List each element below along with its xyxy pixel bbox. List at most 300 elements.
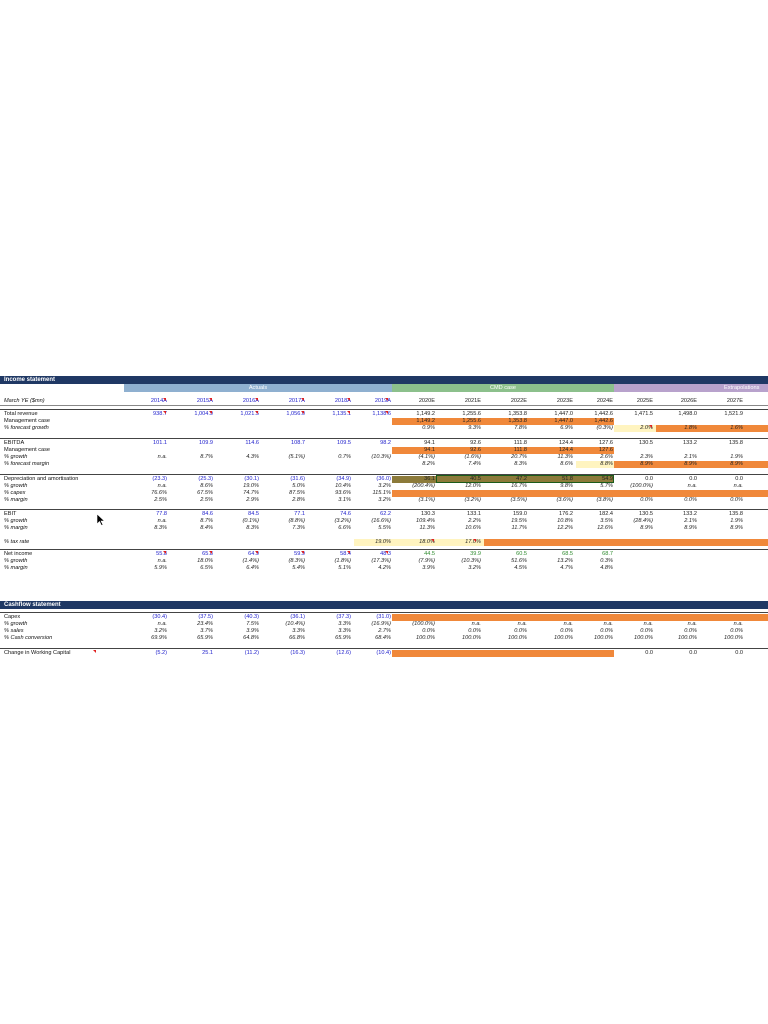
- cell-cash-conversion-0[interactable]: 69.9%: [151, 635, 167, 641]
- cell-capex-0[interactable]: (30.4): [152, 614, 167, 620]
- cell-da-growth-2[interactable]: 19.0%: [243, 483, 259, 489]
- cell-ebit-10[interactable]: 182.4: [599, 511, 613, 517]
- cell-cash-conversion-7[interactable]: 100.0%: [462, 635, 481, 641]
- cell-capex-sales-0[interactable]: 3.2%: [154, 628, 167, 634]
- cell-ebitda-growth-0[interactable]: n.a.: [157, 454, 167, 460]
- cell-ebitda-growth-4[interactable]: 0.7%: [338, 454, 351, 460]
- header-year-2016A[interactable]: 2016A: [242, 398, 259, 404]
- fill-wc-forecast: [392, 650, 614, 657]
- row-label-forecast-growth: % forecast growth: [4, 425, 49, 431]
- cell-capex-3[interactable]: (36.1): [290, 614, 305, 620]
- cell-tax-rate-7[interactable]: 17.0%: [465, 539, 481, 545]
- cell-da-margin-3[interactable]: 2.8%: [292, 497, 305, 503]
- cell-total-revenue-3[interactable]: 1,056.0: [286, 411, 305, 417]
- row-divider: [0, 474, 768, 475]
- cell-ebitda-mgmt-6[interactable]: 94.1: [424, 447, 435, 453]
- cell-ni-growth-10[interactable]: 0.3%: [600, 558, 613, 564]
- cell-ebit-growth-10[interactable]: 3.5%: [600, 518, 613, 524]
- cell-da-capex-0[interactable]: 76.6%: [151, 490, 167, 496]
- cell-da-margin-9[interactable]: (3.6%): [556, 497, 573, 503]
- cell-ni-growth-6[interactable]: (7.9%): [418, 558, 435, 564]
- row-label-da-margin: % margin: [4, 497, 28, 503]
- cell-total-revenue-8[interactable]: 1,353.8: [508, 411, 527, 417]
- cell-da-2[interactable]: (30.1): [244, 476, 259, 482]
- cell-capex-sales-12[interactable]: 0.0%: [684, 628, 697, 634]
- cell-ebit-5[interactable]: 62.2: [380, 511, 391, 517]
- cell-wc-change-3[interactable]: (16.3): [290, 650, 305, 656]
- cell-cash-conversion-10[interactable]: 100.0%: [594, 635, 613, 641]
- cell-ebit-growth-9[interactable]: 10.8%: [557, 518, 573, 524]
- cell-ni-growth-1[interactable]: 18.0%: [197, 558, 213, 564]
- cell-ebit-margin-5[interactable]: 5.5%: [378, 525, 391, 531]
- comment-flag-icon: [347, 398, 350, 401]
- cell-net-income-9[interactable]: 68.5: [562, 551, 573, 557]
- cell-da-6[interactable]: 36.1: [424, 476, 435, 482]
- cell-da-capex-3[interactable]: 87.5%: [289, 490, 305, 496]
- cell-ebit-margin-13[interactable]: 8.9%: [730, 525, 743, 531]
- cell-da-7[interactable]: 40.5: [470, 476, 481, 482]
- header-year-2018A[interactable]: 2018A: [334, 398, 351, 404]
- cell-da-growth-0[interactable]: n.a.: [157, 483, 167, 489]
- cell-capex-sales-6[interactable]: 0.0%: [422, 628, 435, 634]
- cell-capex-sales-1[interactable]: 3.7%: [200, 628, 213, 634]
- row-label-capex-growth: % growth: [4, 621, 28, 627]
- cell-total-revenue-13[interactable]: 1,521.9: [724, 411, 743, 417]
- cell-ebit-12[interactable]: 133.2: [683, 511, 697, 517]
- cell-ebit-margin-6[interactable]: 11.3%: [419, 525, 435, 531]
- cell-capex-growth-1[interactable]: 23.4%: [197, 621, 213, 627]
- cell-cash-conversion-8[interactable]: 100.0%: [508, 635, 527, 641]
- cell-da-capex-5[interactable]: 115.1%: [372, 490, 391, 496]
- cell-ebit-growth-4[interactable]: (3.2%): [334, 518, 351, 524]
- cell-wc-change-12[interactable]: 0.0: [689, 650, 697, 656]
- cell-ebitda-margin-12[interactable]: 8.9%: [684, 461, 697, 467]
- cell-da-growth-5[interactable]: 3.2%: [378, 483, 391, 489]
- cell-ni-margin-0[interactable]: 5.9%: [154, 565, 167, 571]
- cell-ebitda-0[interactable]: 101.1: [153, 440, 167, 446]
- row-label-ebitda-mgmt: Management case: [4, 447, 51, 453]
- cell-net-income-4[interactable]: 58.4: [340, 551, 351, 557]
- row-label-ebit: EBIT: [4, 511, 17, 517]
- cell-ebitda-13[interactable]: 135.8: [729, 440, 743, 446]
- cell-ni-margin-10[interactable]: 4.8%: [600, 565, 613, 571]
- cell-ebit-margin-8[interactable]: 11.7%: [511, 525, 527, 531]
- cell-cash-conversion-13[interactable]: 100.0%: [724, 635, 743, 641]
- cell-ebitda-10[interactable]: 127.6: [599, 440, 613, 446]
- cell-ebitda-growth-12[interactable]: 2.1%: [684, 454, 697, 460]
- cell-cash-conversion-4[interactable]: 65.9%: [335, 635, 351, 641]
- cell-total-revenue-11[interactable]: 1,471.5: [634, 411, 653, 417]
- cell-ebitda-growth-1[interactable]: 8.7%: [200, 454, 213, 460]
- cell-capex-growth-10[interactable]: n.a.: [603, 621, 613, 627]
- row-label-ebitda: EBITDA: [4, 440, 25, 446]
- cell-da-growth-7[interactable]: 12.0%: [465, 483, 481, 489]
- header-year-2022E[interactable]: 2022E: [510, 398, 527, 404]
- cell-ebit-growth-8[interactable]: 19.5%: [511, 518, 527, 524]
- cell-ebit-6[interactable]: 130.3: [421, 511, 435, 517]
- cell-ebitda-margin-9[interactable]: 8.6%: [560, 461, 573, 467]
- cell-ebit-9[interactable]: 176.2: [559, 511, 573, 517]
- row-label-da-growth: % growth: [4, 483, 28, 489]
- cell-da-growth-6[interactable]: (200.4%): [412, 483, 435, 489]
- row-label-da-capex: % capex: [4, 490, 26, 496]
- cell-capex-sales-13[interactable]: 0.0%: [730, 628, 743, 634]
- cell-ebit-margin-0[interactable]: 8.3%: [154, 525, 167, 531]
- cell-management-case-6[interactable]: 1,149.2: [416, 418, 435, 424]
- cell-da-margin-8[interactable]: (3.5%): [510, 497, 527, 503]
- cell-da-growth-3[interactable]: 5.0%: [292, 483, 305, 489]
- cell-total-revenue-2[interactable]: 1,021.5: [240, 411, 259, 417]
- cell-capex-sales-10[interactable]: 0.0%: [600, 628, 613, 634]
- cell-da-growth-9[interactable]: 9.8%: [560, 483, 573, 489]
- cell-ebit-growth-3[interactable]: (8.8%): [288, 518, 305, 524]
- cell-wc-change-13[interactable]: 0.0: [735, 650, 743, 656]
- comment-flag-icon: [347, 551, 350, 554]
- cell-ebit-margin-10[interactable]: 12.6%: [597, 525, 613, 531]
- cell-total-revenue-9[interactable]: 1,447.0: [554, 411, 573, 417]
- cell-da-growth-13[interactable]: n.a.: [733, 483, 743, 489]
- cell-tax-rate-5[interactable]: 19.0%: [375, 539, 391, 545]
- cell-wc-change-4[interactable]: (12.6): [336, 650, 351, 656]
- cell-management-case-8[interactable]: 1,353.8: [508, 418, 527, 424]
- header-year-2019A[interactable]: 2019A: [374, 398, 391, 404]
- cell-da-growth-4[interactable]: 10.4%: [335, 483, 351, 489]
- cell-ebit-margin-11[interactable]: 8.9%: [640, 525, 653, 531]
- cell-ebitda-growth-6[interactable]: (4.1%): [418, 454, 435, 460]
- header-year-2027E[interactable]: 2027E: [726, 398, 743, 404]
- row-divider: [0, 438, 768, 439]
- cell-capex-1[interactable]: (37.5): [198, 614, 213, 620]
- cell-da-capex-2[interactable]: 74.7%: [243, 490, 259, 496]
- cell-capex-growth-4[interactable]: 3.3%: [338, 621, 351, 627]
- cell-cash-conversion-5[interactable]: 68.4%: [375, 635, 391, 641]
- cell-ebitda-growth-13[interactable]: 1.9%: [730, 454, 743, 460]
- cell-ebit-1[interactable]: 84.6: [202, 511, 213, 517]
- cell-ebit-growth-2[interactable]: (0.1%): [242, 518, 259, 524]
- cell-da-growth-1[interactable]: 8.6%: [200, 483, 213, 489]
- cell-da-11[interactable]: 0.0: [645, 476, 653, 482]
- header-year-2020E[interactable]: 2020E: [418, 398, 435, 404]
- cell-ebitda-growth-9[interactable]: 11.3%: [557, 454, 573, 460]
- cell-ni-growth-4[interactable]: (1.8%): [334, 558, 351, 564]
- cell-capex-sales-9[interactable]: 0.0%: [560, 628, 573, 634]
- cell-ebitda-3[interactable]: 108.7: [291, 440, 305, 446]
- cell-ni-margin-2[interactable]: 6.4%: [246, 565, 259, 571]
- cell-ebitda-9[interactable]: 124.4: [559, 440, 573, 446]
- cell-ni-margin-1[interactable]: 6.5%: [200, 565, 213, 571]
- cell-forecast-growth-7[interactable]: 9.3%: [468, 425, 481, 431]
- cell-da-margin-11[interactable]: 0.0%: [640, 497, 653, 503]
- cell-wc-change-1[interactable]: 25.1: [202, 650, 213, 656]
- cell-ebitda-growth-3[interactable]: (5.1%): [288, 454, 305, 460]
- cell-ebitda-mgmt-10[interactable]: 127.6: [599, 447, 613, 453]
- row-label-ebitda-margin: % forecast margin: [4, 461, 50, 467]
- cell-da-growth-11[interactable]: (100.0%): [630, 483, 653, 489]
- cell-total-revenue-1[interactable]: 1,004.9: [194, 411, 213, 417]
- cell-ebitda-mgmt-8[interactable]: 111.8: [513, 447, 527, 453]
- cell-capex-growth-9[interactable]: n.a.: [563, 621, 573, 627]
- cell-ebit-8[interactable]: 159.0: [513, 511, 527, 517]
- cell-ebitda-margin-6[interactable]: 8.2%: [422, 461, 435, 467]
- cell-capex-growth-0[interactable]: n.a.: [157, 621, 167, 627]
- header-year-2024E[interactable]: 2024E: [596, 398, 613, 404]
- cell-capex-growth-2[interactable]: 7.5%: [246, 621, 259, 627]
- cell-capex-growth-12[interactable]: n.a.: [687, 621, 697, 627]
- cell-ebit-4[interactable]: 74.6: [340, 511, 351, 517]
- row-divider: [0, 509, 768, 510]
- header-year-2025E[interactable]: 2025E: [636, 398, 653, 404]
- cell-ebitda-growth-8[interactable]: 20.7%: [511, 454, 527, 460]
- cell-capex-sales-8[interactable]: 0.0%: [514, 628, 527, 634]
- cell-da-12[interactable]: 0.0: [689, 476, 697, 482]
- cell-capex-2[interactable]: (40.3): [244, 614, 259, 620]
- comment-flag-icon: [649, 425, 652, 428]
- band-cmd-case: CMD case: [392, 384, 614, 392]
- cell-da-margin-4[interactable]: 3.1%: [338, 497, 351, 503]
- cell-ebit-growth-7[interactable]: 2.2%: [468, 518, 481, 524]
- cell-wc-change-2[interactable]: (11.2): [244, 650, 259, 656]
- cell-forecast-growth-9[interactable]: 6.9%: [560, 425, 573, 431]
- cell-da-4[interactable]: (34.9): [336, 476, 351, 482]
- cell-da-growth-8[interactable]: 16.7%: [511, 483, 527, 489]
- cell-ebitda-mgmt-7[interactable]: 92.6: [470, 447, 481, 453]
- cell-ebit-growth-12[interactable]: 2.1%: [684, 518, 697, 524]
- cell-cash-conversion-3[interactable]: 66.8%: [289, 635, 305, 641]
- cell-total-revenue-6[interactable]: 1,149.2: [416, 411, 435, 417]
- cell-ebitda-growth-11[interactable]: 2.3%: [640, 454, 653, 460]
- header-year-2021E[interactable]: 2021E: [464, 398, 481, 404]
- cell-da-growth-12[interactable]: n.a.: [687, 483, 697, 489]
- cell-ebitda-margin-10[interactable]: 8.8%: [600, 461, 613, 467]
- cell-ebit-0[interactable]: 77.8: [156, 511, 167, 517]
- cell-capex-4[interactable]: (37.3): [336, 614, 351, 620]
- cell-ebitda-2[interactable]: 114.6: [245, 440, 259, 446]
- cell-forecast-growth-6[interactable]: 0.9%: [422, 425, 435, 431]
- cell-da-0[interactable]: (23.3): [152, 476, 167, 482]
- cell-total-revenue-5[interactable]: 1,138.6: [372, 411, 391, 417]
- cell-ebit-growth-11[interactable]: (28.4%): [633, 518, 653, 524]
- cell-da-margin-6[interactable]: (3.1%): [418, 497, 435, 503]
- section-income-statement: Income statement: [0, 376, 768, 384]
- cell-da-growth-10[interactable]: 5.7%: [600, 483, 613, 489]
- cell-ebit-3[interactable]: 77.1: [294, 511, 305, 517]
- row-label-ebitda-growth: % growth: [4, 454, 28, 460]
- cell-ni-margin-8[interactable]: 4.5%: [514, 565, 527, 571]
- comment-flag-icon: [255, 551, 258, 554]
- cell-capex-growth-6[interactable]: (100.0%): [412, 621, 435, 627]
- cell-da-margin-12[interactable]: 0.0%: [684, 497, 697, 503]
- cell-ebitda-11[interactable]: 130.5: [639, 440, 653, 446]
- cell-capex-sales-3[interactable]: 3.3%: [292, 628, 305, 634]
- cell-ebitda-growth-5[interactable]: (10.3%): [371, 454, 391, 460]
- cell-wc-change-11[interactable]: 0.0: [645, 650, 653, 656]
- cell-ebit-growth-1[interactable]: 8.7%: [200, 518, 213, 524]
- selection-range[interactable]: [436, 475, 614, 483]
- cell-ebit-margin-2[interactable]: 8.3%: [246, 525, 259, 531]
- cell-ebit-7[interactable]: 133.1: [467, 511, 481, 517]
- cell-capex-5[interactable]: (31.0): [376, 614, 391, 620]
- cell-net-income-10[interactable]: 68.7: [602, 551, 613, 557]
- cell-ebit-growth-6[interactable]: 109.4%: [416, 518, 435, 524]
- cell-capex-sales-5[interactable]: 2.7%: [378, 628, 391, 634]
- cell-ni-margin-4[interactable]: 5.1%: [338, 565, 351, 571]
- cell-da-1[interactable]: (25.3): [198, 476, 213, 482]
- cell-ebitda-margin-13[interactable]: 8.9%: [730, 461, 743, 467]
- cell-wc-change-0[interactable]: (5.2): [155, 650, 167, 656]
- cell-ni-growth-9[interactable]: 13.2%: [557, 558, 573, 564]
- cell-da-capex-4[interactable]: 93.6%: [335, 490, 351, 496]
- cell-capex-growth-8[interactable]: n.a.: [517, 621, 527, 627]
- cell-ni-margin-5[interactable]: 4.2%: [378, 565, 391, 571]
- cell-ni-growth-7[interactable]: (10.3%): [461, 558, 481, 564]
- cell-da-9[interactable]: 51.8: [562, 476, 573, 482]
- header-year-2014A[interactable]: 2014A: [150, 398, 167, 404]
- comment-flag-icon: [385, 398, 388, 401]
- cell-capex-growth-11[interactable]: n.a.: [643, 621, 653, 627]
- cell-capex-sales-11[interactable]: 0.0%: [640, 628, 653, 634]
- comment-flag-icon: [347, 411, 350, 414]
- cell-net-income-2[interactable]: 64.9: [248, 551, 259, 557]
- cell-capex-sales-2[interactable]: 3.9%: [246, 628, 259, 634]
- cell-ebitda-7[interactable]: 92.6: [470, 440, 481, 446]
- cell-da-margin-7[interactable]: (3.2%): [464, 497, 481, 503]
- header-year-2015A[interactable]: 2015A: [196, 398, 213, 404]
- cell-net-income-8[interactable]: 60.5: [516, 551, 527, 557]
- cell-ebit-13[interactable]: 135.8: [729, 511, 743, 517]
- cell-ebit-margin-1[interactable]: 8.4%: [200, 525, 213, 531]
- cell-net-income-1[interactable]: 65.8: [202, 551, 213, 557]
- cell-management-case-9[interactable]: 1,447.0: [554, 418, 573, 424]
- cell-cash-conversion-12[interactable]: 100.0%: [678, 635, 697, 641]
- cell-ni-growth-2[interactable]: (1.4%): [242, 558, 259, 564]
- comment-flag-icon: [431, 539, 434, 542]
- cell-total-revenue-12[interactable]: 1,498.0: [678, 411, 697, 417]
- cell-net-income-3[interactable]: 59.9: [294, 551, 305, 557]
- cell-forecast-growth-8[interactable]: 7.8%: [514, 425, 527, 431]
- cell-ebitda-margin-11[interactable]: 8.9%: [640, 461, 653, 467]
- cell-da-capex-1[interactable]: 67.5%: [197, 490, 213, 496]
- cell-capex-growth-7[interactable]: n.a.: [471, 621, 481, 627]
- cell-da-5[interactable]: (36.0): [376, 476, 391, 482]
- cell-ebitda-margin-7[interactable]: 7.4%: [468, 461, 481, 467]
- band-extrapolations: Extrapolations: [614, 384, 768, 392]
- cell-da-8[interactable]: 47.2: [516, 476, 527, 482]
- cell-da-13[interactable]: 0.0: [735, 476, 743, 482]
- fill-da-capex: [392, 490, 768, 497]
- cell-ebit-margin-4[interactable]: 6.6%: [338, 525, 351, 531]
- cell-ni-margin-9[interactable]: 4.7%: [560, 565, 573, 571]
- header-year-2023E[interactable]: 2023E: [556, 398, 573, 404]
- cell-ebitda-4[interactable]: 109.5: [337, 440, 351, 446]
- header-year-2017A[interactable]: 2017A: [288, 398, 305, 404]
- cell-capex-sales-4[interactable]: 3.3%: [338, 628, 351, 634]
- cell-capex-growth-3[interactable]: (10.4%): [285, 621, 305, 627]
- cell-ebitda-5[interactable]: 98.2: [380, 440, 391, 446]
- cell-ebitda-growth-7[interactable]: (1.6%): [464, 454, 481, 460]
- cell-total-revenue-10[interactable]: 1,442.6: [594, 411, 613, 417]
- cell-cash-conversion-9[interactable]: 100.0%: [554, 635, 573, 641]
- cell-ebit-growth-5[interactable]: (16.6%): [371, 518, 391, 524]
- cell-capex-growth-5[interactable]: (16.9%): [371, 621, 391, 627]
- cell-ebitda-12[interactable]: 133.2: [683, 440, 697, 446]
- cell-ebit-margin-9[interactable]: 12.2%: [557, 525, 573, 531]
- cell-cash-conversion-11[interactable]: 100.0%: [634, 635, 653, 641]
- cell-da-margin-5[interactable]: 3.2%: [378, 497, 391, 503]
- cell-wc-change-5[interactable]: (10.4): [376, 650, 391, 656]
- cell-net-income-0[interactable]: 55.8: [156, 551, 167, 557]
- cell-forecast-growth-13[interactable]: 1.6%: [730, 425, 743, 431]
- cell-total-revenue-0[interactable]: 938.7: [153, 411, 167, 417]
- row-divider: [0, 405, 768, 406]
- cell-da-margin-10[interactable]: (3.8%): [596, 497, 613, 503]
- cell-cash-conversion-6[interactable]: 100.0%: [416, 635, 435, 641]
- header-year-2026E[interactable]: 2026E: [680, 398, 697, 404]
- cell-ebitda-growth-10[interactable]: 2.6%: [600, 454, 613, 460]
- cell-net-income-7[interactable]: 39.9: [470, 551, 481, 557]
- row-label-total-revenue: Total revenue: [4, 411, 38, 417]
- cell-ebit-2[interactable]: 84.5: [248, 511, 259, 517]
- cell-ni-growth-3[interactable]: (8.3%): [288, 558, 305, 564]
- cell-da-margin-2[interactable]: 2.9%: [246, 497, 259, 503]
- cell-tax-rate-6[interactable]: 18.0%: [419, 539, 435, 545]
- cell-ni-margin-3[interactable]: 5.4%: [292, 565, 305, 571]
- cell-ebit-growth-0[interactable]: n.a.: [157, 518, 167, 524]
- cell-ebit-margin-12[interactable]: 8.9%: [684, 525, 697, 531]
- cell-ebit-margin-7[interactable]: 10.6%: [465, 525, 481, 531]
- cell-ebitda-6[interactable]: 94.1: [424, 440, 435, 446]
- cell-total-revenue-4[interactable]: 1,135.1: [332, 411, 351, 417]
- cell-da-3[interactable]: (31.6): [290, 476, 305, 482]
- cell-da-margin-1[interactable]: 2.5%: [200, 497, 213, 503]
- cell-ni-growth-0[interactable]: n.a.: [157, 558, 167, 564]
- cell-management-case-7[interactable]: 1,255.6: [462, 418, 481, 424]
- cell-ebit-margin-3[interactable]: 7.3%: [292, 525, 305, 531]
- cell-total-revenue-7[interactable]: 1,255.6: [462, 411, 481, 417]
- cell-ebitda-8[interactable]: 111.8: [513, 440, 527, 446]
- cell-ni-margin-7[interactable]: 3.2%: [468, 565, 481, 571]
- cell-forecast-growth-11[interactable]: 2.0%: [640, 425, 653, 431]
- cell-net-income-5[interactable]: 48.3: [380, 551, 391, 557]
- cell-cash-conversion-1[interactable]: 65.9%: [197, 635, 213, 641]
- cell-ni-growth-8[interactable]: 51.6%: [511, 558, 527, 564]
- comment-flag-icon: [473, 539, 476, 542]
- cell-cash-conversion-2[interactable]: 64.8%: [243, 635, 259, 641]
- cell-capex-growth-13[interactable]: n.a.: [733, 621, 743, 627]
- cell-ebitda-mgmt-9[interactable]: 124.4: [559, 447, 573, 453]
- cell-ebitda-margin-8[interactable]: 8.3%: [514, 461, 527, 467]
- cell-ni-growth-5[interactable]: (17.3%): [371, 558, 391, 564]
- cell-da-10[interactable]: 54.9: [602, 476, 613, 482]
- cell-ebitda-growth-2[interactable]: 4.3%: [246, 454, 259, 460]
- cell-forecast-growth-10[interactable]: (0.3%): [596, 425, 613, 431]
- row-label-ni-margin: % margin: [4, 565, 28, 571]
- cell-ebit-growth-13[interactable]: 1.9%: [730, 518, 743, 524]
- band-actuals: Actuals: [124, 384, 392, 392]
- cell-management-case-10[interactable]: 1,442.6: [594, 418, 613, 424]
- cell-net-income-6[interactable]: 44.5: [424, 551, 435, 557]
- cell-ebitda-1[interactable]: 109.9: [199, 440, 213, 446]
- comment-flag-icon: [163, 411, 166, 414]
- cell-ni-margin-6[interactable]: 3.9%: [422, 565, 435, 571]
- cell-ebit-11[interactable]: 130.5: [639, 511, 653, 517]
- cell-da-margin-13[interactable]: 0.0%: [730, 497, 743, 503]
- cell-da-margin-0[interactable]: 2.5%: [154, 497, 167, 503]
- row-label-da: Depreciation and amortisation: [4, 476, 79, 482]
- row-divider: [0, 648, 768, 649]
- cell-forecast-growth-12[interactable]: 1.8%: [684, 425, 697, 431]
- row-divider: [0, 409, 768, 410]
- cell-capex-sales-7[interactable]: 0.0%: [468, 628, 481, 634]
